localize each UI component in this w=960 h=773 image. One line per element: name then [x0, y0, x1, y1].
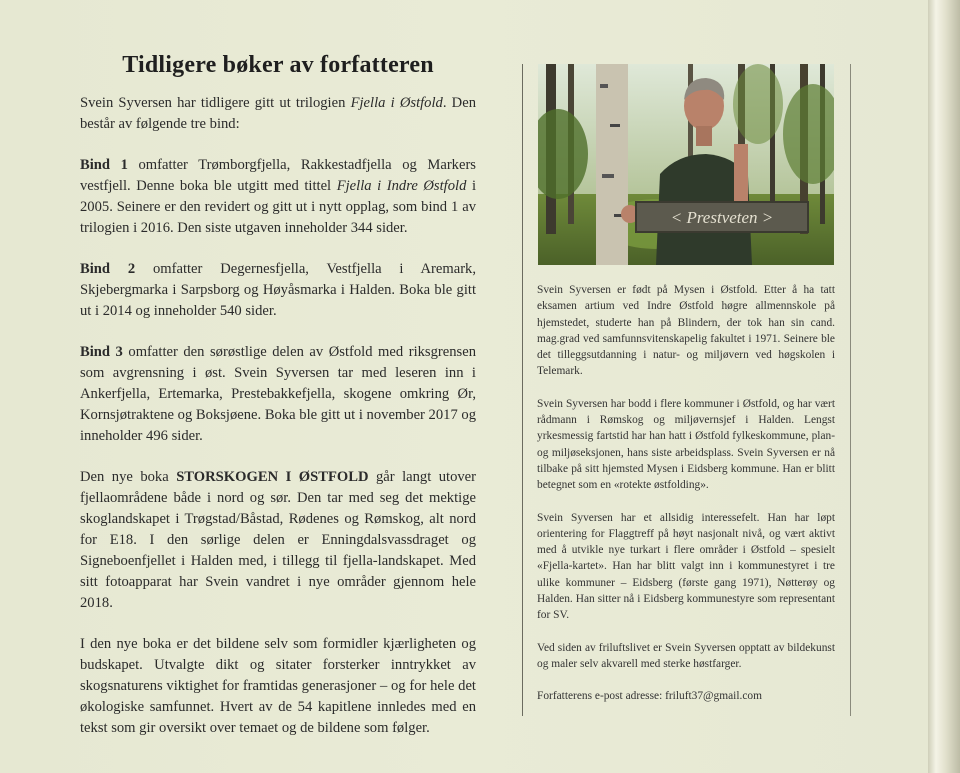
- bio-paragraph-3: Svein Syversen har et allsidig interessefelt. Han har løpt orientering for Flaggtreff på høyt nasjonalt nivå, og vært aktivt med å utvikle nye turkart i flere områder i Østfold – spesielt «Fjella-kartet». Han har blitt valgt inn i kommunestyret i tre ulike kommuner – Eidsberg (første gang 1971), Nøtterøy og Halden. Han sitter nå i Eidsberg kommunestyre som representant for SV.: [537, 511, 835, 622]
- bind2-paragraph: [80, 259, 476, 322]
- bind3-text: omfatter den sørøstlige delen av Østfold med riksgrensen som avgrensning i øst. Svein Syversen tar med leseren inn i Ankerfjella, Ertemarka, Prestebakkefjella, skogene omkring Ør, Kornsjøtraktene og Boksjøene. Boka ble gitt ut i november 2017 og inneholder 496 sider.: [80, 344, 476, 444]
- intro-paragraph: [80, 93, 476, 135]
- intro-text: Svein Syversen har tidligere gitt ut trilogien: [80, 95, 351, 111]
- new-book-title: STORSKOGEN I ØSTFOLD: [176, 469, 369, 485]
- column-divider: [522, 64, 523, 716]
- book-spine: [928, 0, 960, 773]
- bind1-paragraph: [80, 155, 476, 239]
- bio-paragraph-2: Svein Syversen har bodd i flere kommuner i Østfold, og har vært rådmann i Rømskog og miljøvernsjef i Halden. Lengst yrkesmessig fartstid har han hatt i Østfold fylkeskommune, plan- og miljøseksjonen, hans siste arbeidsplass. Svein Syversen er nå tilbake på sitt hjemsted Mysen i Eidsberg kommune. Han er blitt betegnet som en «rotekte østfolding».: [537, 397, 835, 492]
- bind3-paragraph: [80, 342, 476, 447]
- bind3-label: Bind 3: [80, 344, 123, 360]
- bind1-text: omfatter Trømborgfjella, Rakkestadfjella og Markers vestfjell. Denne boka ble utgitt med tittel: [80, 157, 476, 194]
- new-book-text-end: går langt utover fjellaområdene både i nord og sør. Den tar med seg det mektige skoglandskapet i Trøgstad/Båstad, Rødenes og Rømskog, alt nord for E18. I den sørlige delen er Enningdalsvassdraget og Signeboenfjellet i Halden med, i tillegg til fjella-landskapet. Med sitt fotoapparat har Svein vandret i nye områder gjennom hele 2018.: [80, 469, 477, 611]
- page-title: Tidligere bøker av forfatteren: [122, 52, 434, 78]
- new-book-paragraph: [80, 467, 476, 614]
- bind2-label: Bind 2: [80, 261, 136, 277]
- left-column: [80, 52, 476, 759]
- right-column-rule: [850, 64, 851, 716]
- bio-paragraph-4: Ved siden av friluftslivet er Svein Syversen opptatt av bildekunst og maler selv akvarell med sterke høstfarger.: [537, 641, 835, 670]
- email-line: Forfatterens e-post adresse: friluft37@gmail.com: [537, 690, 762, 703]
- bind1-text-end: i 2005. Seinere er den revidert og gitt ut i nytt opplag, som bind 1 av trilogien i 2016. Den siste utgaven inneholder 344 sider.: [80, 178, 477, 236]
- bind1-book-title: Fjella i Indre Østfold: [336, 178, 467, 194]
- bind2-text: omfatter Degernesfjella, Vestfjella i Aremark, Skjebergmarka i Sarpsborg og Høyåsmarka i Halden. Boka ble gitt ut i 2014 og inneholder 540 sider.: [80, 261, 476, 319]
- intro-text-end: . Den består av følgende tre bind:: [80, 95, 476, 132]
- trilogy-title: Fjella i Østfold: [350, 95, 443, 111]
- bio-paragraph-1: Svein Syversen er født på Mysen i Østfold. Etter å ha tatt eksamen artium ved Indre Østfold høgre allmennskole på hjemstedet, studerte han på Blindern, der tok han sin cand. mag.grad ved samfunnsvitenskapelig fakultet i 1971. Seinere ble det tilleggsutdanning i natur- og miljøvern ved høgskolen i Telemark.: [537, 284, 835, 378]
- bind1-label: Bind 1: [80, 157, 128, 173]
- author-photo-illustration: [538, 64, 834, 265]
- new-book-text: Den nye boka: [80, 469, 177, 485]
- sign-text: < Prestveten >: [670, 208, 774, 227]
- right-column: [537, 282, 835, 721]
- author-photo: [538, 64, 834, 265]
- pictures-paragraph: I den nye boka er det bildene selv som formidler kjærligheten og budskapet. Utvalgte dikt og sitater forsterker inntrykket av skogsnaturens viktighet for framtidas generasjoner – og for hele det økologiske samfunnet. Hvert av de 54 kapitlene innledes med en tekst som gir oversikt over temaet og de bildene som følger.: [80, 636, 476, 736]
